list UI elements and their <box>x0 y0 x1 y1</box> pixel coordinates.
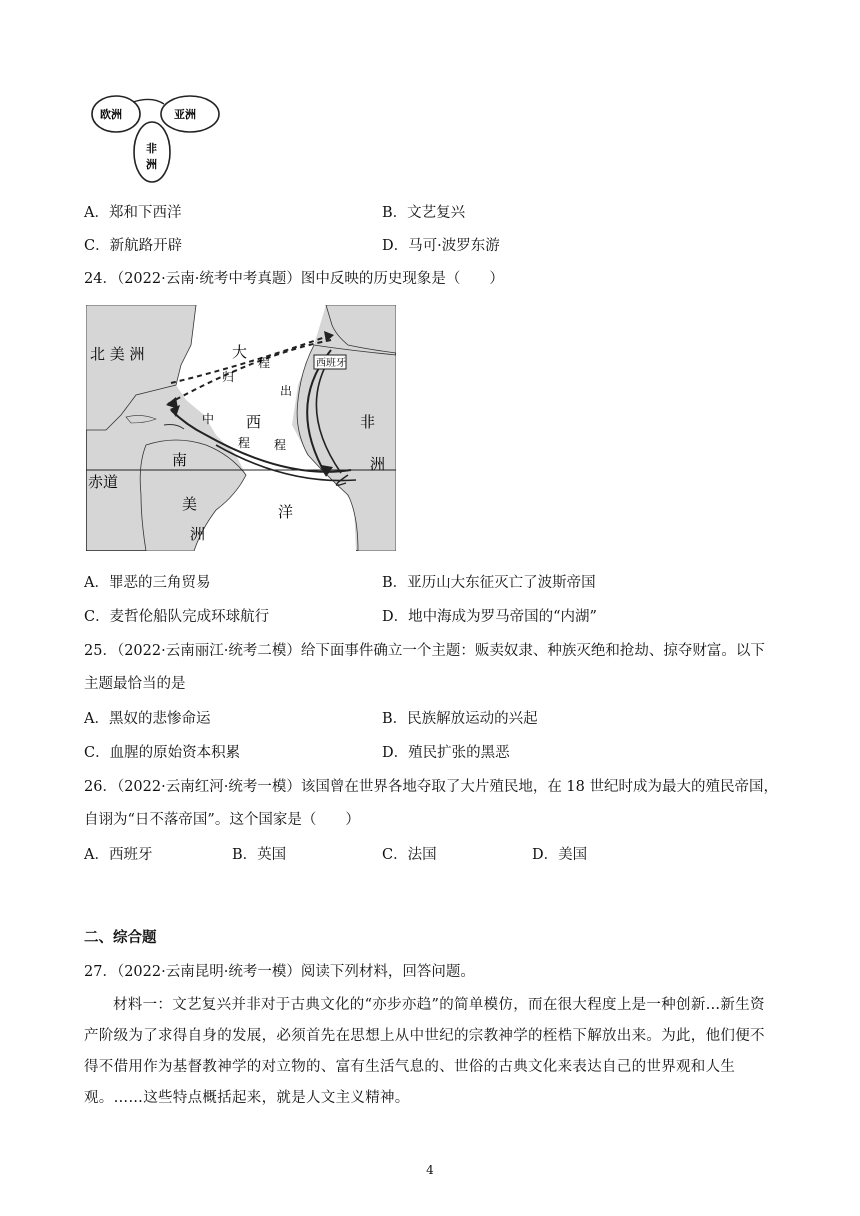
q26-stem-line-2: 自诩为“日不落帝国”。这个国家是（ ） <box>84 812 360 828</box>
q27-material-1: 材料一：文艺复兴并非对于古典文化的“亦步亦趋”的简单模仿，而在很大程度上是一种创新…新生资产阶级为了求得自身的发展，必须首先在思想上从中世纪的宗教神学的桎梏下解放出来。为此，他们便不得不借用作为基督教神学的对立物的、富有生活气息的、世俗的古典文化来表达自己的世界观和人生观。……这些特点概括起来，就是人文主义精神。 <box>84 997 765 1106</box>
section-2-title: 二、综合题 <box>84 929 157 946</box>
venn-europe-label: 欧洲 <box>100 108 122 121</box>
q26-option-c: C．法国 <box>382 847 437 863</box>
q24-option-a: A．罪恶的三角贸易 <box>84 575 211 591</box>
venn-africa-label-1: 非 <box>146 142 157 155</box>
q26-option-d: D．美国 <box>532 847 588 863</box>
q23-option-b: B．文艺复兴 <box>382 205 466 221</box>
q24-option-d: D．地中海成为罗马帝国的“内湖” <box>382 609 597 625</box>
q25-stem-line-1: 25．（2022·云南丽江·统考二模）给下面事件确立一个主题：贩卖奴隶、种族灭绝和抢劫、掠夺财富。以下 <box>84 643 765 659</box>
q23-option-c: C．新航路开辟 <box>84 238 183 254</box>
map-label-cheng-1: 程 <box>258 356 271 370</box>
map-label-south-2: 美 <box>182 495 198 513</box>
map-label-cheng-3: 程 <box>238 436 251 450</box>
map-label-north-america: 北 美 洲 <box>90 345 145 363</box>
map-label-da: 大 <box>232 343 248 361</box>
q25-option-c: C．血腥的原始资本积累 <box>84 745 241 761</box>
map-label-zhong: 中 <box>202 412 215 426</box>
venn-africa-label-2: 洲 <box>146 158 157 171</box>
q23-option-d: D．马可·波罗东游 <box>382 238 500 254</box>
q25-option-a: A．黑奴的悲惨命运 <box>84 711 211 727</box>
q26-stem-line-1: 26．（2022·云南红河·统考一模）该国曾在世界各地夺取了大片殖民地，在 18 世纪时成为最大的殖民帝国， <box>84 779 778 795</box>
q24-stem: 24．（2022·云南·统考中考真题）图中反映的历史现象是（ ） <box>84 271 504 287</box>
map-label-south-1: 南 <box>172 451 188 469</box>
q27-stem: 27．（2022·云南昆明·统考一模）阅读下列材料，回答问题。 <box>84 964 475 980</box>
q25-option-d: D．殖民扩张的黑恶 <box>382 745 510 761</box>
map-label-xi: 西 <box>246 413 262 431</box>
venn-asia-label: 亚洲 <box>174 108 196 121</box>
q23-option-a: A．郑和下西洋 <box>84 205 182 221</box>
map-label-equator: 赤道 <box>88 473 119 491</box>
map-label-south-3: 洲 <box>190 525 206 543</box>
page-number: 4 <box>426 1163 434 1177</box>
q24-option-c: C．麦哲伦船队完成环球航行 <box>84 609 270 625</box>
q25-stem-line-2: 主题最恰当的是 <box>84 676 186 692</box>
q25-option-b: B．民族解放运动的兴起 <box>382 711 538 727</box>
map-label-africa-2: 洲 <box>370 455 386 473</box>
q24-option-b: B．亚历山大东征灭亡了波斯帝国 <box>382 575 596 591</box>
map-label-spain: 西班牙 <box>316 358 346 369</box>
map-label-gui: 归 <box>222 370 235 384</box>
map-label-cheng-2: 程 <box>274 438 287 452</box>
map-label-yang: 洋 <box>278 503 294 521</box>
q26-option-b: B．英国 <box>232 847 287 863</box>
q26-option-a: A．西班牙 <box>84 847 153 863</box>
map-label-africa-1: 非 <box>360 413 376 431</box>
continent-venn-diagram <box>90 92 225 187</box>
triangular-trade-map <box>86 305 396 551</box>
map-label-chu: 出 <box>280 384 293 398</box>
